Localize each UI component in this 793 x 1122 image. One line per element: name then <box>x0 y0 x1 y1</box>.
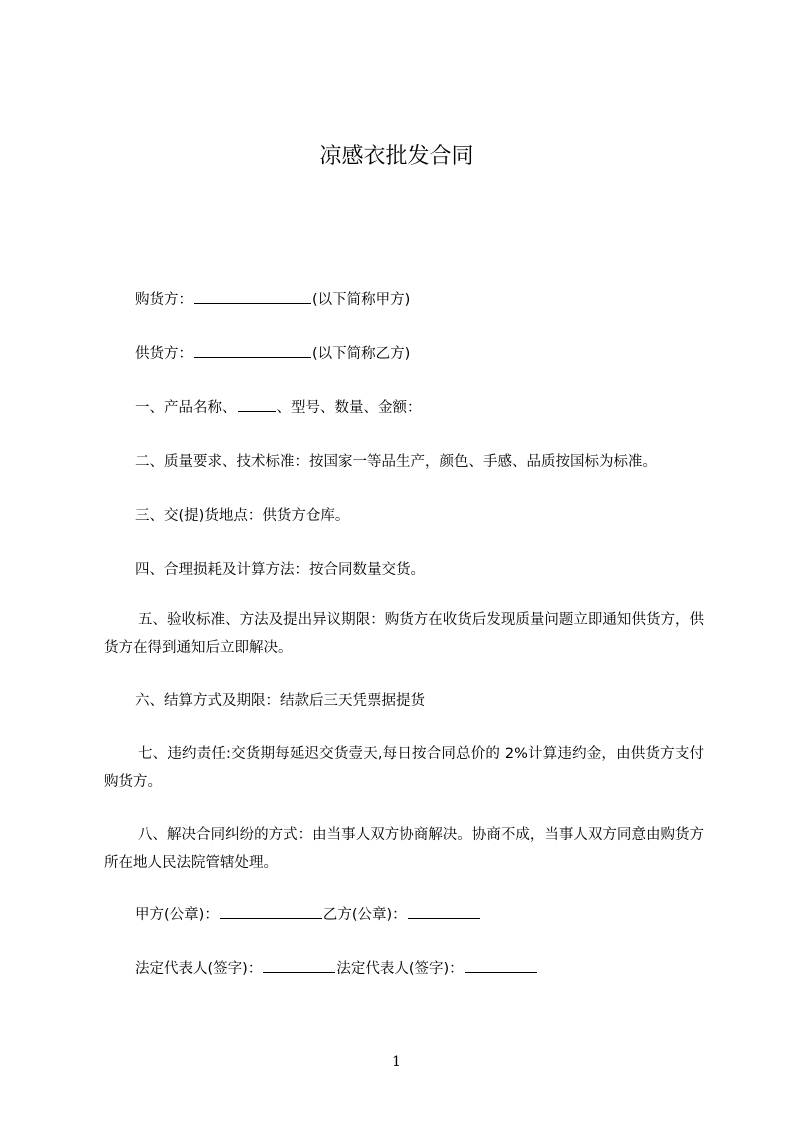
party-b-seal-label: 乙方(公章)： <box>322 907 407 923</box>
clause-5: 五、验收标准、方法及提出异议期限：购货方在收货后发现质量问题立即通知供货方，供货方在得到通知后立即解决。 <box>104 612 704 656</box>
rep-b-label: 法定代表人(签字)： <box>336 961 464 977</box>
product-name-blank <box>238 397 276 412</box>
clause-4: 四、合理损耗及计算方法：按合同数量交货。 <box>135 562 425 578</box>
clause-6: 六、结算方式及期限：结款后三天凭票据提货 <box>135 693 425 709</box>
party-a-seal-blank <box>220 904 322 919</box>
clause-1-suffix: 、型号、数量、金额： <box>276 400 422 416</box>
clause-2: 二、质量要求、技术标准：按国家一等品生产，颜色、手感、品质按国标为标准。 <box>135 454 657 470</box>
page-number: 1 <box>392 1054 401 1070</box>
clause-1-prefix: 一、产品名称、 <box>135 400 237 416</box>
clause-1 <box>135 394 422 422</box>
rep-a-blank <box>263 958 335 973</box>
clause-3: 三、交(提)货地点：供货方仓库。 <box>135 508 350 524</box>
seller-line <box>135 340 410 368</box>
party-a-seal-label: 甲方(公章)： <box>135 907 219 923</box>
buyer-line <box>135 286 410 314</box>
seal-line <box>135 901 481 929</box>
rep-a-label: 法定代表人(签字)： <box>135 961 263 977</box>
buyer-blank <box>194 289 311 304</box>
clause-7: 七、违约责任:交货期每延迟交货壹天,每日按合同总价的 2%计算违约金，由供货方支付购货方。 <box>104 746 704 790</box>
party-b-seal-blank <box>408 904 480 919</box>
document-title: 凉感衣批发合同 <box>319 144 474 169</box>
clause-8: 八、解决合同纠纷的方式：由当事人双方协商解决。协商不成，当事人双方同意由购货方所在地人民法院管辖处理。 <box>104 827 704 871</box>
buyer-label: 购货方： <box>135 292 193 308</box>
seller-label: 供货方： <box>135 346 193 362</box>
representative-line <box>135 955 538 983</box>
rep-b-blank <box>465 958 537 973</box>
seller-suffix: (以下简称乙方) <box>312 346 411 362</box>
buyer-suffix: (以下简称甲方) <box>312 292 411 308</box>
seller-blank <box>194 343 311 358</box>
